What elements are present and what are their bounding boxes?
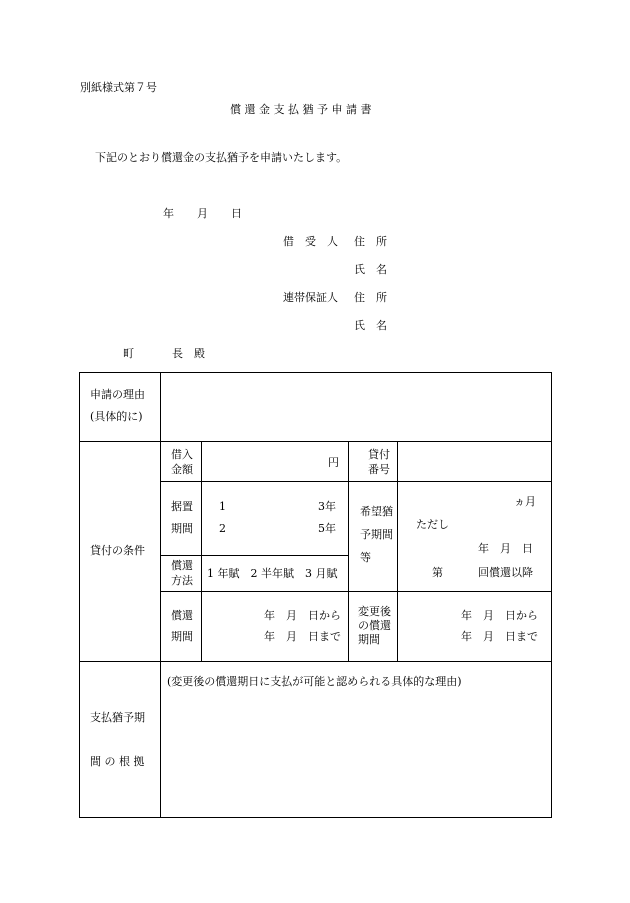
- loan-amount-label-line1: 借入: [171, 448, 193, 461]
- period-label-line1: 償還: [171, 609, 193, 622]
- reason-label-line1: 申請の理由: [90, 388, 145, 401]
- grace-label-line1: 据置: [171, 500, 193, 513]
- guarantor-address-label: 住 所: [354, 291, 387, 304]
- date-month: 月: [197, 207, 208, 220]
- column-divider: [348, 441, 349, 661]
- period-from: 年 月 日から: [264, 609, 341, 622]
- borrower-address-label: 住 所: [354, 235, 387, 248]
- document-title: 償 還 金 支 払 猶 予 申 請 書: [230, 103, 372, 116]
- borrower-label: 借 受 人: [283, 235, 338, 248]
- addressee-town: 町: [123, 347, 134, 360]
- grace-option-1-number: 1: [219, 500, 226, 513]
- loan-amount-label-line2: 金額: [171, 463, 193, 476]
- loan-number-label-line1: 貸付: [368, 448, 390, 461]
- desired-period-label-line3: 等: [360, 551, 371, 564]
- desired-date: 年 月 日: [478, 542, 533, 555]
- grace-label-line2: 期間: [171, 522, 193, 535]
- column-divider: [201, 441, 202, 661]
- column-divider: [160, 373, 161, 817]
- guarantor-label: 連帯保証人: [283, 291, 338, 304]
- desired-period-label-line1: 希望猶: [360, 505, 393, 518]
- application-form-table: [79, 372, 552, 818]
- row-divider: [160, 555, 348, 556]
- method-label-line1: 償還: [171, 559, 193, 572]
- changed-period-label-line1: 変更後: [358, 605, 391, 618]
- loan-conditions-label: 貸付の条件: [90, 544, 145, 557]
- however-text: ただし: [416, 518, 449, 531]
- changed-period-label-line3: 期間: [358, 633, 380, 646]
- date-day: 日: [231, 207, 242, 220]
- guarantor-name-label: 氏 名: [354, 319, 387, 332]
- basis-label-line1: 支払猶予期: [90, 711, 145, 724]
- changed-period-label-line2: の償還: [358, 619, 391, 632]
- reason-label-line2: (具体的に): [90, 410, 143, 423]
- method-label-line2: 方法: [171, 574, 193, 587]
- grace-option-2-value: 5年: [318, 522, 336, 535]
- months-unit: ヵ月: [514, 495, 536, 508]
- repayment-after-label: 回償還以降: [478, 566, 533, 579]
- grace-option-2-number: 2: [219, 522, 226, 535]
- borrower-name-label: 氏 名: [354, 263, 387, 276]
- form-number: 別紙様式第７号: [80, 81, 157, 94]
- row-divider: [160, 481, 551, 482]
- addressee-mayor: 長 殿: [172, 347, 205, 360]
- row-divider: [80, 441, 551, 442]
- method-options: 1 年賦 2 半年賦 3 月賦: [207, 567, 338, 580]
- basis-label-line2: 間 の 根 拠: [90, 755, 145, 768]
- basis-note: (変更後の償還期日に支払が可能と認められる具体的な理由): [167, 675, 462, 688]
- changed-period-from: 年 月 日から: [461, 609, 538, 622]
- intro-text: 下記のとおり償還金の支払猶予を申請いたします。: [95, 151, 348, 164]
- desired-period-label-line2: 予期間: [360, 528, 393, 541]
- loan-number-label-line2: 番号: [368, 463, 390, 476]
- row-divider: [160, 591, 551, 592]
- yen-unit: 円: [328, 456, 339, 469]
- date-year: 年: [163, 207, 174, 220]
- period-to: 年 月 日まで: [264, 630, 341, 643]
- column-divider: [397, 441, 398, 661]
- from-nth-label: 第: [432, 566, 443, 579]
- period-label-line2: 期間: [171, 630, 193, 643]
- changed-period-to: 年 月 日まで: [461, 630, 538, 643]
- grace-option-1-value: 3年: [318, 500, 336, 513]
- row-divider: [80, 661, 551, 662]
